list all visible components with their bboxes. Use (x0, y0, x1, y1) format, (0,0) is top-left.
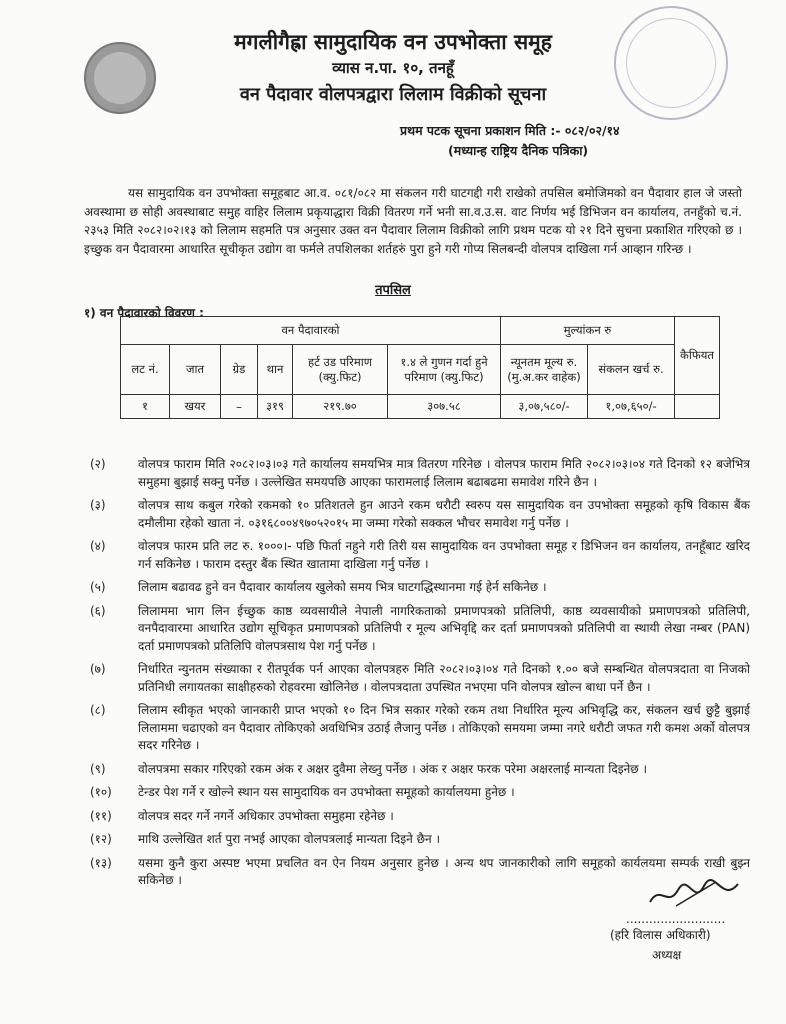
list-item (90, 497, 750, 532)
column-header: न्यूनतम मूल्य रु. (मु.अ.कर वाहेक) (501, 345, 588, 395)
item-number: (८) (90, 703, 106, 717)
section-1-title: १) वन पैदावारको विवरण : (84, 306, 204, 320)
list-item (90, 579, 750, 597)
notice-subtitle: वन पैदावार वोलपत्रद्वारा लिलाम विक्रीको सूचना (239, 84, 547, 105)
item-number: (१३) (90, 855, 112, 870)
item-text: वोलपत्र फाराम मिति २०८२।०३।०३ गते कार्यालय समयभित्र मात्र वितरण गरिनेछ । वोलपत्र फाराम मिति २०८२।०३।०४ गते दिनको १२ बजेभित्र समुहमा बुझाई सक्नु पर्नेछ । उल्लेखित समयपछि आएका फारामलाई लिलाम बढाबढमा समावेश गरिने छैन । (138, 457, 750, 489)
signature-line: .......................... (626, 912, 726, 926)
item-text: यसमा कुनै कुरा अस्पष्ट भएमा प्रचलित वन ऐन नियम अनुसार हुनेछ । अन्य थप जानकारीको लागि समूहको कार्यलयमा सम्पर्क राखी बुझ्न सकिनेछ । (138, 855, 750, 887)
publish-date: प्रथम पटक सूचना प्रकाशन मिति :- ०८२/०२/१४ (400, 123, 620, 138)
item-number: (३) (90, 498, 106, 512)
item-text: लिलाम बढावढ हुने वन पैदावार कार्यालय खुलेको समय भित्र घाटगद्धिस्थानमा गई हेर्न सकिनेछ । (138, 580, 547, 594)
list-item (90, 702, 750, 755)
group-header-forest: वन पैदावारको (121, 317, 501, 345)
table-cell: १ (121, 395, 170, 419)
page-title: मगलीगैह्रा सामुदायिक वन उपभोक्ता समूह (234, 30, 552, 54)
list-item (90, 808, 750, 826)
newspaper-name: (मध्यान्ह राष्ट्रिय दैनिक पत्रिका) (448, 143, 589, 158)
item-number: (६) (90, 603, 106, 618)
list-item (90, 456, 750, 491)
list-item (90, 661, 750, 696)
item-text: लिलाम स्वीकृत भएको जानकारी प्राप्त भएको १० दिन भित्र सकार गरेको रकम तथा निर्धारित मूल्य अभिवृद्धि कर, संकलन खर्च छुट्टै बुझाई लिलाममा चढाएको वन पैदावार तोकिएको अवधिभित्र उठाई लैजानु पर्नेछ । तोकिएको समयमा जम्मा नगरे धरौटी जफत गरी कमश अर्को वोलपत्र सदर गरिनेछ । (138, 703, 750, 752)
table-cell (675, 395, 720, 419)
column-header: लट नं. (121, 345, 170, 395)
item-number: (११) (90, 808, 112, 823)
list-item (90, 538, 750, 573)
signatory-role: अध्यक्ष (652, 948, 682, 962)
table-cell: ३१९ (258, 395, 293, 419)
list-item (90, 761, 750, 779)
signatory-name: (हरि विलास अधिकारी) (610, 928, 711, 942)
item-number: (२) (90, 457, 106, 471)
handwritten-signature (646, 878, 742, 912)
item-number: (४) (90, 539, 106, 553)
table-cell: ३०७.५८ (388, 395, 501, 419)
table-row (121, 395, 720, 419)
intro-paragraph: यस सामुदायिक वन उपभोक्ता समूहबाट आ.व. ०८१/०८२ मा संकलन गरी घाटगद्दी गरी राखेको तपसिल बमोजिमको वन पैदावार हाल जे जस्तो अवस्थामा छ सोही अवस्थाबाट समुह वाहिर लिलाम प्रकृयाद्धारा विक्री वितरण गर्ने भनी सा.व.उ.स. वाट निर्णय भई डिभिजन वन कार्यालय, तनहुँको च.नं. २३५३ मिति २०८२।०२।१३ को लिलाम सहमति पत्र अनुसार उक्त वन पैदावार लिलाम विक्रीको लागि प्रथम पटक यो २१ दिने सुचना प्रकाशित गरिएको छ । इच्छुक वन पैदावारमा आधारित सूचीकृत उद्योग वा फर्मले तपशिलका शर्तहरुं पुरा हुने गरी गोप्य सिलबन्दी वोलपत्र दाखिला गर्न आव्हान गरिन्छ । (84, 186, 742, 256)
column-header: ग्रेड (221, 345, 258, 395)
tapasil-heading: तपसिल (375, 283, 411, 298)
column-header: थान (258, 345, 293, 395)
column-header: जात (170, 345, 221, 395)
item-text: माथि उल्लेखित शर्त पुरा नभई आएका वोलपत्रलाई मान्यता दिइने छैन । (138, 832, 441, 846)
table-cell: १,०७,६५०/- (588, 395, 675, 419)
table-cell: – (221, 395, 258, 419)
item-number: (५) (90, 580, 106, 594)
item-text: लिलाममा भाग लिन ईच्छुक काष्ठ व्यवसायीले नेपाली नागरिकताको प्रमाणपत्रको प्रतिलिपी, काष्ठ व्यवसायीको प्रमाणपत्रको प्रतिलिपी, वनपैदावारमा आधारित उद्योग सूचिकृत प्रमाणपत्रको प्रतिलिपी र मूल्य अभिवृद्दि कर दर्ता प्रमाणपत्रको प्रतिलिपी वा स्थायी लेखा नम्बर (PAN) दर्ता प्रमाणपत्रको प्रतिलिपि वोलपत्रसाथ पेश गर्नु पर्नेछ । (138, 603, 750, 653)
item-text: वोलपत्र सदर गर्ने नगर्ने अधिकार उपभोक्ता समुहमा रहेनेछ । (138, 808, 394, 823)
conditions-list (90, 456, 750, 896)
address: व्यास न.पा. १०, तनहूँ (332, 59, 454, 77)
item-number: (७) (90, 662, 106, 676)
item-text: वोलपत्र फारम प्रति लट रु. १०००।- पछि फिर्ता नहुने गरी तिरी यस सामुदायिक वन उपभोक्ता समूह र डिभिजन वन कार्यालय, तनहूँबाट खरिद गर्न सकिनेछ । फाराम दस्तुर बैंक स्थित खातामा दाखिला गर्नु पर्नेछ । (138, 539, 750, 571)
item-text: वोलपत्रमा सकार गरिएको रकम अंक र अक्षर दुवैमा लेख्नु पर्नेछ । अंक र अक्षर फरक परेमा अक्षरलाई मान्यता दिइनेछ । (138, 761, 648, 776)
table-cell: २१९.७० (293, 395, 388, 419)
list-item (90, 831, 750, 849)
item-number: (१०) (90, 785, 112, 799)
group-header-valuation: मुल्यांकन रु (501, 317, 675, 345)
list-item (90, 603, 750, 656)
table-cell: खयर (170, 395, 221, 419)
item-number: (९) (90, 761, 106, 776)
item-text: टेन्डर पेश गर्ने र खोल्ने स्थान यस सामुदायिक वन उपभोक्ता समूहको कार्यालयमा हुनेछ । (138, 785, 515, 799)
forest-product-table (120, 316, 720, 419)
item-number: (१२) (90, 832, 112, 846)
list-item (90, 784, 750, 802)
remarks-header: कैफियत (675, 317, 720, 395)
column-header: १.४ ले गुणन गर्दा हुने परिमाण (क्यु.फिट) (388, 345, 501, 395)
table-cell: ३,०७,५८०/- (501, 395, 588, 419)
item-text: वोलपत्र साथ कबुल गरेको रकमको १० प्रतिशतले हुन आउने रकम धरौटी स्वरुप यस सामुदायिक वन उपभोक्ता समूहको कृषि विकास बैंक दमौलीमा रहेको खाता नं. ०३१६८००४९७०५२०१५ मा जम्मा गरेको सक्कल भौचर समावेश गर्नु पर्नेछ । (138, 498, 750, 530)
column-header: संकलन खर्च रु. (588, 345, 675, 395)
column-header: हर्ट उड परिमाण (क्यु.फिट) (293, 345, 388, 395)
item-text: निर्धारित न्युनतम संख्याका र रीतपूर्वक पर्न आएका वोलपत्रहरु मिति २०८२।०३।०४ गते दिनको १.०० बजे सम्बन्धित वोलपत्रदाता वा निजको प्रतिनिधी लगायतका साक्षीहरुको रोहवरमा खोलिनेछ । वोलपत्रदाता उपस्थित नभएमा पनि वोलपत्र खोल्न बाधा पर्ने छैन । (138, 662, 750, 694)
